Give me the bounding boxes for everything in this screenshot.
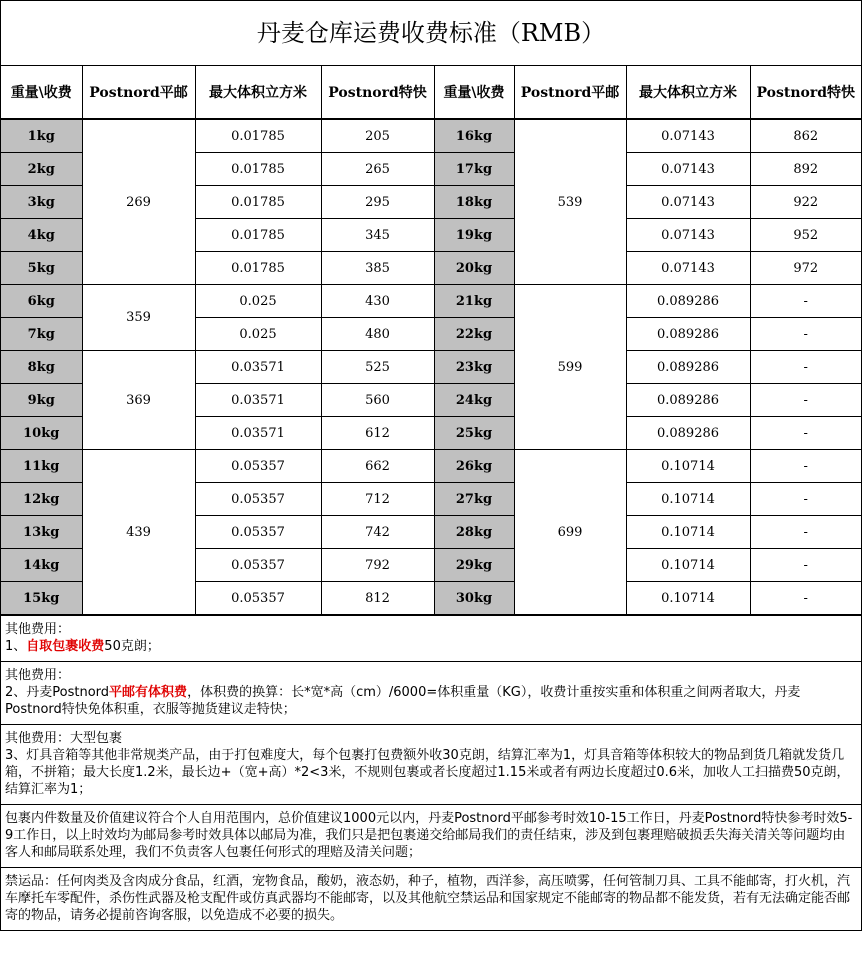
weight-cell: 19kg xyxy=(434,219,514,252)
weight-cell: 29kg xyxy=(434,549,514,582)
regular-price-cell: 439 xyxy=(82,450,195,615)
express-price-cell: 295 xyxy=(321,186,434,219)
note-contents-value: 包裹内件数量及价值建议符合个人自用范围内，总价值建议1000元以内，丹麦Postnord平邮参考时效10-15工作日，丹麦Postnord特快参考时效5-9工作日，以上时效均为邮局参考时效具体以邮局为准，我们只是把包裹递交给邮局我们的责任结束，涉及到包裹理赔破损丢失海关清关等问题均由客人和邮局联系处理，我们不负责客人包裹任何形式的理赔及清关问题； xyxy=(1,804,861,867)
express-price-cell: - xyxy=(750,351,861,384)
weight-cell: 6kg xyxy=(1,285,82,318)
weight-cell: 7kg xyxy=(1,318,82,351)
pickup-fee-highlight: 自取包裹收费 xyxy=(26,639,105,654)
weight-cell: 27kg xyxy=(434,483,514,516)
express-price-cell: 972 xyxy=(750,252,861,285)
max-volume-cell: 0.10714 xyxy=(626,549,750,582)
note-heading: 其他费用： xyxy=(5,622,71,637)
header-postnord-regular-right: Postnord平邮 xyxy=(514,66,626,119)
express-price-cell: 662 xyxy=(321,450,434,483)
regular-price-cell: 359 xyxy=(82,285,195,351)
max-volume-cell: 0.01785 xyxy=(195,219,321,252)
express-price-cell: 922 xyxy=(750,186,861,219)
express-price-cell: 385 xyxy=(321,252,434,285)
max-volume-cell: 0.05357 xyxy=(195,549,321,582)
express-price-cell: 480 xyxy=(321,318,434,351)
express-price-cell: 742 xyxy=(321,516,434,549)
weight-cell: 3kg xyxy=(1,186,82,219)
weight-cell: 18kg xyxy=(434,186,514,219)
weight-cell: 21kg xyxy=(434,285,514,318)
express-price-cell: 205 xyxy=(321,119,434,153)
express-price-cell: - xyxy=(750,417,861,450)
weight-cell: 30kg xyxy=(434,582,514,615)
header-postnord-regular-left: Postnord平邮 xyxy=(82,66,195,119)
rate-table xyxy=(1,66,861,615)
weight-cell: 9kg xyxy=(1,384,82,417)
note-body: 3、灯具音箱等其他非常规类产品，由于打包难度大，每个包裹打包费额外收30克朗，结算汇率为1，灯具音箱等体积较大的物品到货几箱就发货几箱，不拼箱；最大长度1.2米，最长边+（宽+高）*2<3米，不规则包裹或者长度超过1.15米或者有两边长度超过0.6米，加收人工扫描费50克朗，结算汇率为1； xyxy=(5,748,850,797)
table-header-row xyxy=(1,66,861,119)
regular-price-cell: 599 xyxy=(514,285,626,450)
max-volume-cell: 0.03571 xyxy=(195,417,321,450)
header-weight-left: 重量\收费 xyxy=(1,66,82,119)
table-row xyxy=(1,119,861,153)
max-volume-cell: 0.07143 xyxy=(626,252,750,285)
note-heading: 其他费用： xyxy=(5,668,71,683)
max-volume-cell: 0.07143 xyxy=(626,219,750,252)
max-volume-cell: 0.089286 xyxy=(626,384,750,417)
max-volume-cell: 0.03571 xyxy=(195,351,321,384)
weight-cell: 1kg xyxy=(1,119,82,153)
express-price-cell: 345 xyxy=(321,219,434,252)
max-volume-cell: 0.089286 xyxy=(626,351,750,384)
max-volume-cell: 0.089286 xyxy=(626,417,750,450)
express-price-cell: 792 xyxy=(321,549,434,582)
weight-cell: 8kg xyxy=(1,351,82,384)
express-price-cell: 560 xyxy=(321,384,434,417)
express-price-cell: - xyxy=(750,285,861,318)
weight-cell: 12kg xyxy=(1,483,82,516)
regular-price-cell: 539 xyxy=(514,119,626,285)
max-volume-cell: 0.10714 xyxy=(626,450,750,483)
volume-fee-highlight: 平邮有体积费 xyxy=(109,685,188,700)
express-price-cell: 525 xyxy=(321,351,434,384)
table-row xyxy=(1,450,861,483)
note-heading: 其他费用：大型包裹 xyxy=(5,731,123,746)
note-pickup-fee: 其他费用： 1、自取包裹收费50克朗； xyxy=(1,615,861,661)
express-price-cell: - xyxy=(750,582,861,615)
weight-cell: 23kg xyxy=(434,351,514,384)
weight-cell: 4kg xyxy=(1,219,82,252)
rate-table-body xyxy=(1,119,861,615)
max-volume-cell: 0.089286 xyxy=(626,318,750,351)
table-row xyxy=(1,351,861,384)
express-price-cell: 812 xyxy=(321,582,434,615)
weight-cell: 11kg xyxy=(1,450,82,483)
regular-price-cell: 699 xyxy=(514,450,626,615)
max-volume-cell: 0.05357 xyxy=(195,483,321,516)
max-volume-cell: 0.01785 xyxy=(195,252,321,285)
max-volume-cell: 0.05357 xyxy=(195,582,321,615)
express-price-cell: 712 xyxy=(321,483,434,516)
max-volume-cell: 0.05357 xyxy=(195,516,321,549)
weight-cell: 26kg xyxy=(434,450,514,483)
express-price-cell: 862 xyxy=(750,119,861,153)
weight-cell: 17kg xyxy=(434,153,514,186)
max-volume-cell: 0.07143 xyxy=(626,119,750,153)
note-volume-fee: 其他费用： 2、丹麦Postnord平邮有体积费，体积费的换算：长*宽*高（cm）/6000=体积重量（KG），收费计重按实重和体积重之间两者取大，丹麦Postnord特快免体积重，衣服等抛货建议走特快； xyxy=(1,661,861,724)
max-volume-cell: 0.10714 xyxy=(626,483,750,516)
max-volume-cell: 0.025 xyxy=(195,318,321,351)
weight-cell: 24kg xyxy=(434,384,514,417)
max-volume-cell: 0.025 xyxy=(195,285,321,318)
max-volume-cell: 0.10714 xyxy=(626,582,750,615)
header-postnord-express-left: Postnord特快 xyxy=(321,66,434,119)
max-volume-cell: 0.10714 xyxy=(626,516,750,549)
weight-cell: 5kg xyxy=(1,252,82,285)
max-volume-cell: 0.01785 xyxy=(195,153,321,186)
max-volume-cell: 0.089286 xyxy=(626,285,750,318)
max-volume-cell: 0.05357 xyxy=(195,450,321,483)
weight-cell: 14kg xyxy=(1,549,82,582)
express-price-cell: - xyxy=(750,450,861,483)
page-title: 丹麦仓库运费收费标准（RMB） xyxy=(1,1,861,66)
weight-cell: 16kg xyxy=(434,119,514,153)
weight-cell: 25kg xyxy=(434,417,514,450)
weight-cell: 20kg xyxy=(434,252,514,285)
max-volume-cell: 0.03571 xyxy=(195,384,321,417)
express-price-cell: 430 xyxy=(321,285,434,318)
regular-price-cell: 269 xyxy=(82,119,195,285)
note-prohibited-items: 禁运品：任何肉类及含肉成分食品，红酒，宠物食品，酸奶，液态奶，种子，植物，西洋参，高压喷雾，任何管制刀具、工具不能邮寄，打火机，汽车摩托车零配件，杀伤性武器及枪支配件或仿真武器均不能邮寄，以及其他航空禁运品和国家规定不能邮寄的物品都不能发货，若有无法确定能否邮寄的物品，请务必提前咨询客服，以免造成不必要的损失。 xyxy=(1,867,861,930)
weight-cell: 28kg xyxy=(434,516,514,549)
table-row xyxy=(1,285,861,318)
note-large-package xyxy=(1,724,861,804)
express-price-cell: - xyxy=(750,384,861,417)
express-price-cell: 265 xyxy=(321,153,434,186)
max-volume-cell: 0.07143 xyxy=(626,153,750,186)
express-price-cell: - xyxy=(750,516,861,549)
header-max-volume-right: 最大体积立方米 xyxy=(626,66,750,119)
express-price-cell: 892 xyxy=(750,153,861,186)
header-max-volume-left: 最大体积立方米 xyxy=(195,66,321,119)
express-price-cell: - xyxy=(750,318,861,351)
express-price-cell: - xyxy=(750,483,861,516)
weight-cell: 2kg xyxy=(1,153,82,186)
header-postnord-express-right: Postnord特快 xyxy=(750,66,861,119)
max-volume-cell: 0.07143 xyxy=(626,186,750,219)
weight-cell: 22kg xyxy=(434,318,514,351)
weight-cell: 13kg xyxy=(1,516,82,549)
express-price-cell: 952 xyxy=(750,219,861,252)
express-price-cell: - xyxy=(750,549,861,582)
header-weight-right: 重量\收费 xyxy=(434,66,514,119)
weight-cell: 10kg xyxy=(1,417,82,450)
express-price-cell: 612 xyxy=(321,417,434,450)
max-volume-cell: 0.01785 xyxy=(195,186,321,219)
max-volume-cell: 0.01785 xyxy=(195,119,321,153)
weight-cell: 15kg xyxy=(1,582,82,615)
regular-price-cell: 369 xyxy=(82,351,195,450)
